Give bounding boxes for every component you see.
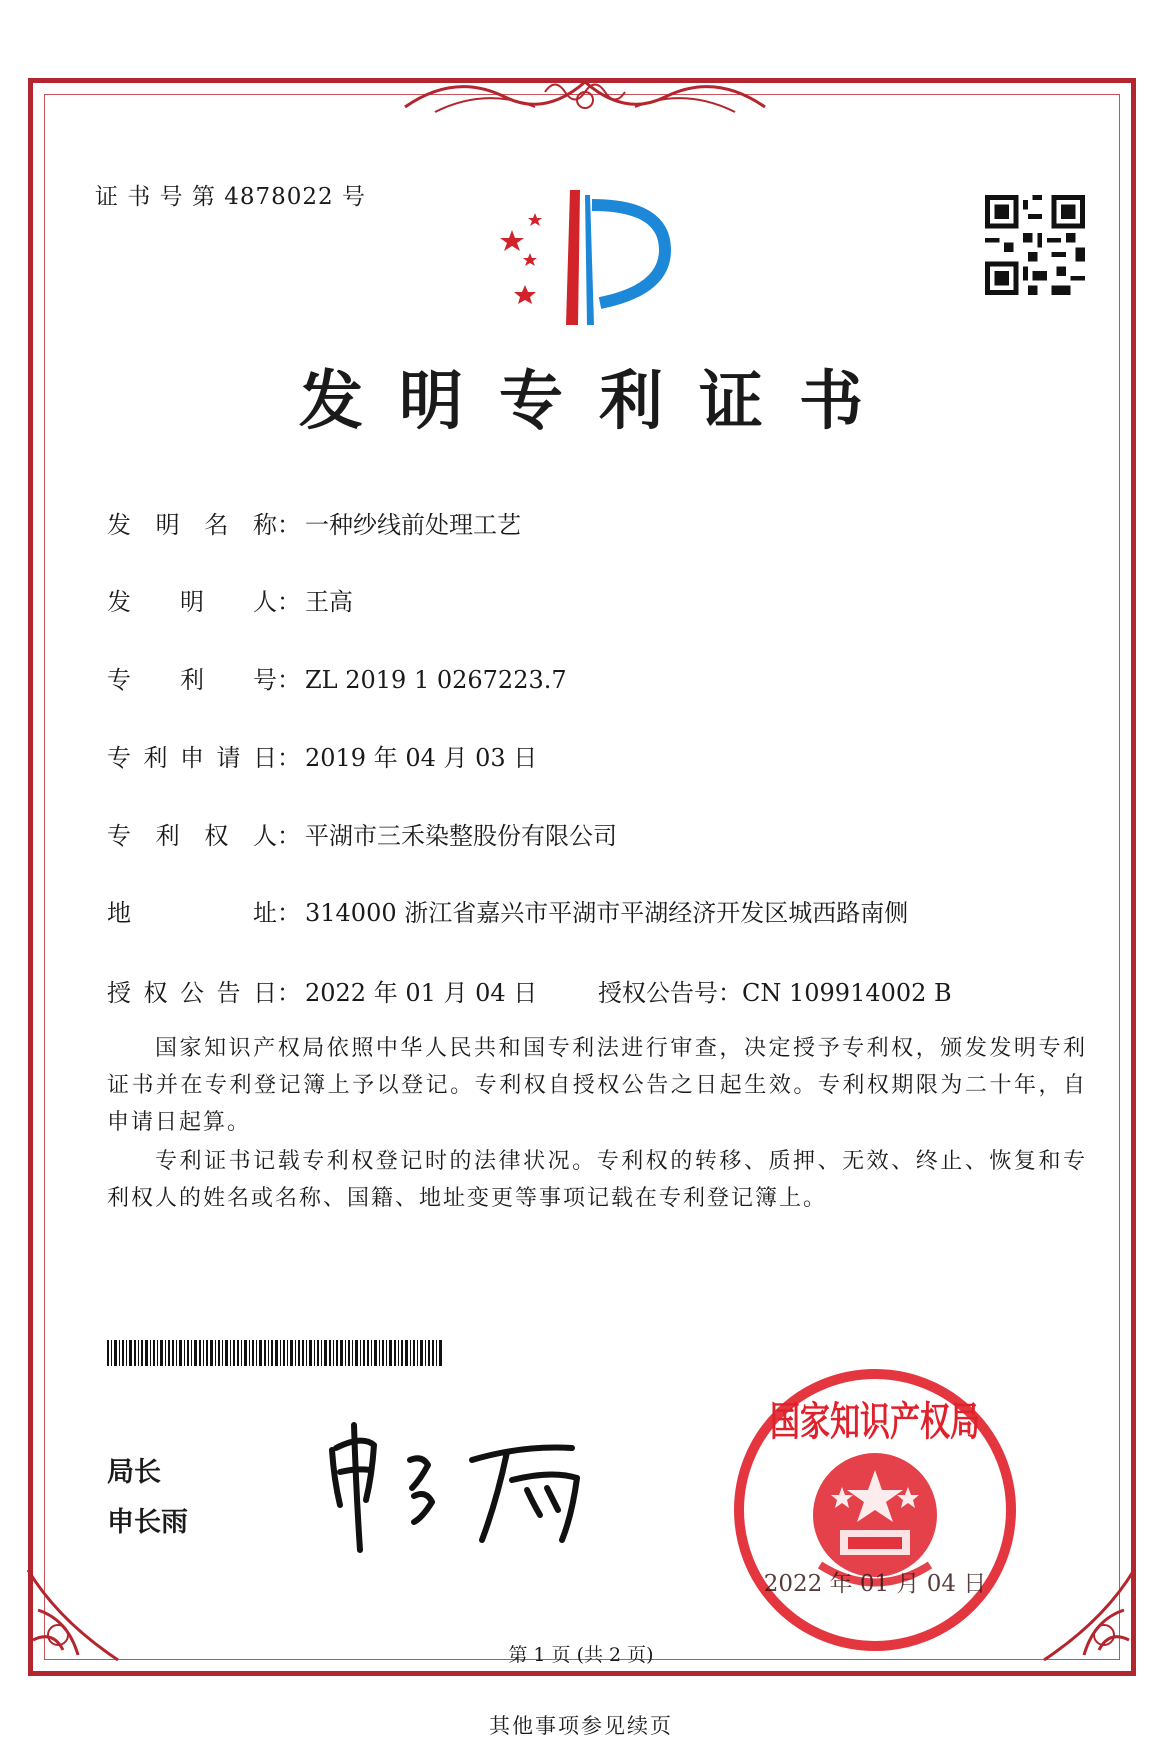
cnipa-logo-icon [490, 185, 690, 335]
field-value: 王高 [305, 588, 353, 616]
statement-paragraph: 国家知识产权局依照中华人民共和国专利法进行审查，决定授予专利权，颁发发明专利证书并在专利登记簿上予以登记。专利权自授权公告之日起生效。专利权期限为二十年，自申请日起算。 [107, 1036, 1087, 1135]
page-number: 第 1 页 (共 2 页) [508, 1644, 654, 1666]
seal-text: 国家知识产权局 [770, 1399, 980, 1445]
continued-note: 其他事项参见续页 [489, 1714, 673, 1738]
statement-paragraph: 专利证书记载专利权登记时的法律状况。专利权的转移、质押、无效、终止、恢复和专利权人的姓名或名称、国籍、地址变更等事项记载在专利登记簿上。 [107, 1149, 1087, 1211]
field-value: ZL 2019 1 0267223.7 [305, 666, 567, 694]
director-name: 申长雨 [107, 1507, 188, 1538]
field-value: 314000 浙江省嘉兴市平湖市平湖经济开发区城西路南侧 [305, 899, 909, 927]
seal-date: 2022 年 01 月 04 日 [763, 1571, 987, 1597]
field-address: 地 址： 314000 浙江省嘉兴市平湖市平湖经济开发区城西路南侧 [107, 893, 908, 928]
field-label: 发 明 人 [107, 588, 277, 616]
field-value: CN 109914002 B [742, 979, 952, 1007]
official-seal-icon [730, 1365, 1020, 1655]
field-announcement-number: 授权公告号：CN 109914002 B [598, 979, 952, 1007]
field-inventor: 发 明 人： 王高 [107, 582, 353, 617]
field-label: 专 利 号 [107, 666, 277, 694]
director-title: 局长 [107, 1457, 161, 1488]
field-value: 平湖市三禾染整股份有限公司 [305, 822, 617, 850]
page-title: 发明专利证书 [299, 365, 899, 439]
field-label: 授权公告日 [107, 979, 277, 1007]
barcode-icon [107, 1340, 445, 1366]
top-ornament-icon [395, 62, 775, 132]
field-label: 地 址 [107, 899, 277, 927]
field-invention-name: 发 明 名 称： 一种纱线前处理工艺 [107, 505, 521, 540]
field-label: 授权公告号 [598, 979, 718, 1007]
field-patentee: 专 利 权 人： 平湖市三禾染整股份有限公司 [107, 816, 617, 851]
field-value: 一种纱线前处理工艺 [305, 511, 521, 539]
director-signature [322, 1410, 612, 1560]
field-label: 发 明 名 称 [107, 511, 277, 539]
field-label: 专 利 权 人 [107, 822, 277, 850]
qr-code-icon [985, 195, 1085, 295]
field-value: 2019 年 04 月 03 日 [305, 744, 538, 772]
field-label: 专利申请日 [107, 744, 277, 772]
field-grant-date: 授权公告日： 2022 年 01 月 04 日 [107, 973, 537, 1008]
field-patent-number: 专 利 号： ZL 2019 1 0267223.7 [107, 660, 567, 695]
certificate-number: 证 书 号 第 4878022 号 [95, 184, 366, 210]
field-application-date: 专利申请日： 2019 年 04 月 03 日 [107, 738, 537, 773]
field-value: 2022 年 01 月 04 日 [305, 979, 538, 1007]
